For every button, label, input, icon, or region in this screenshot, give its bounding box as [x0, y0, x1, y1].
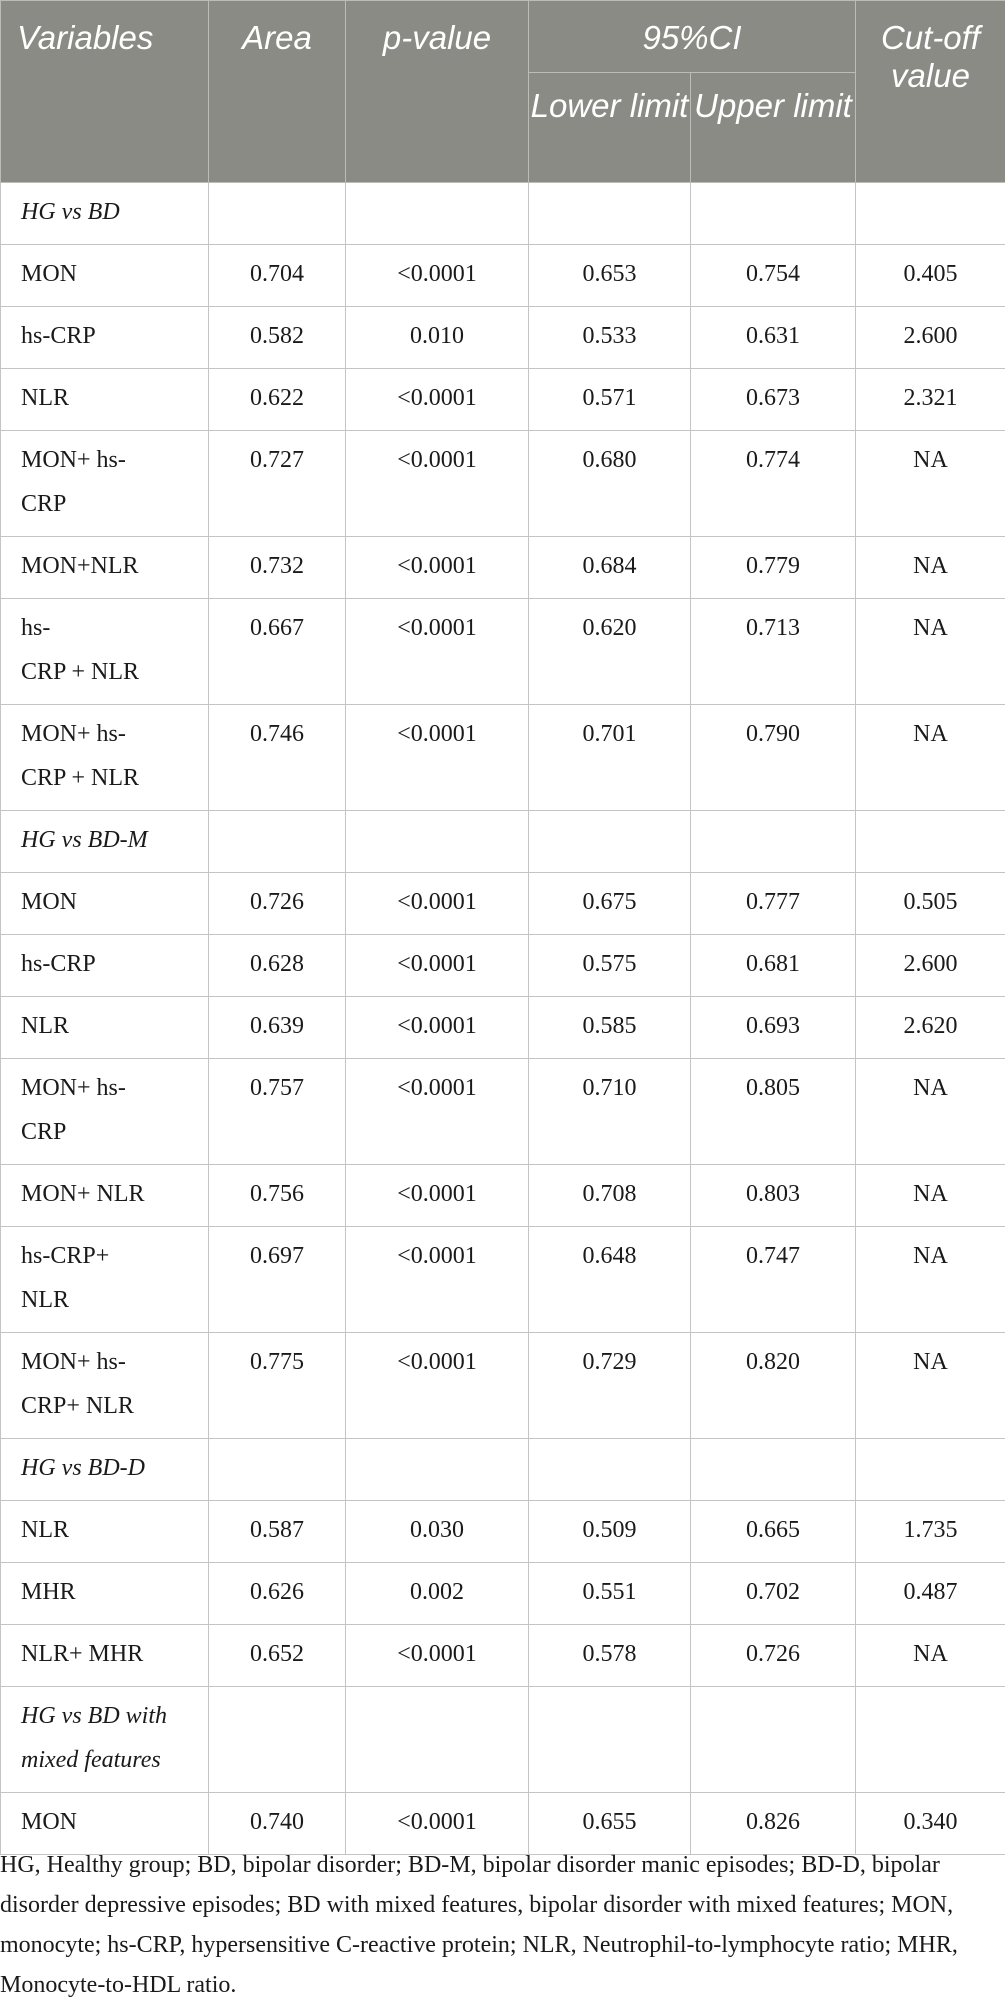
cutoff-cell: NA — [856, 1333, 1005, 1439]
variable-cell — [1, 1501, 209, 1563]
variable-cell — [1, 1227, 209, 1333]
table-row — [1, 245, 1005, 307]
header-95ci: 95%CI — [529, 1, 856, 73]
lower-limit-cell: 0.585 — [529, 997, 691, 1059]
upper-limit-cell: 0.747 — [691, 1227, 856, 1333]
area-cell: 0.726 — [209, 873, 346, 935]
upper-limit-cell: 0.631 — [691, 307, 856, 369]
p-value-cell: <0.0001 — [346, 1793, 529, 1855]
upper-limit-cell: 0.702 — [691, 1563, 856, 1625]
section-title: HG vs BD-M — [1, 811, 209, 873]
header-lower-limit: Lower limit — [529, 73, 691, 183]
header-area: Area — [209, 1, 346, 183]
area-cell: 0.667 — [209, 599, 346, 705]
upper-limit-cell: 0.673 — [691, 369, 856, 431]
cutoff-cell: 2.620 — [856, 997, 1005, 1059]
variable-label-line: MHR — [21, 1570, 202, 1614]
variable-label-line: MON+NLR — [21, 544, 202, 588]
p-value-cell: <0.0001 — [346, 431, 529, 537]
table-row — [1, 1227, 1005, 1333]
lower-limit-cell: 0.509 — [529, 1501, 691, 1563]
empty-cell — [529, 811, 691, 873]
variable-cell — [1, 431, 209, 537]
empty-cell — [856, 811, 1005, 873]
p-value-cell: <0.0001 — [346, 1227, 529, 1333]
variable-cell — [1, 537, 209, 599]
area-cell: 0.697 — [209, 1227, 346, 1333]
header-variables: Variables — [1, 1, 209, 183]
upper-limit-cell: 0.826 — [691, 1793, 856, 1855]
variable-cell — [1, 1563, 209, 1625]
upper-limit-cell: 0.693 — [691, 997, 856, 1059]
area-cell: 0.628 — [209, 935, 346, 997]
variable-cell — [1, 307, 209, 369]
area-cell: 0.756 — [209, 1165, 346, 1227]
area-cell: 0.732 — [209, 537, 346, 599]
empty-cell — [209, 1439, 346, 1501]
cutoff-cell: 1.735 — [856, 1501, 1005, 1563]
p-value-cell: <0.0001 — [346, 873, 529, 935]
cutoff-cell: NA — [856, 537, 1005, 599]
area-cell: 0.704 — [209, 245, 346, 307]
empty-cell — [346, 183, 529, 245]
table-row — [1, 1501, 1005, 1563]
table-row — [1, 307, 1005, 369]
lower-limit-cell: 0.578 — [529, 1625, 691, 1687]
variable-cell — [1, 935, 209, 997]
upper-limit-cell: 0.774 — [691, 431, 856, 537]
variable-label-line: MON — [21, 880, 202, 924]
p-value-cell: <0.0001 — [346, 369, 529, 431]
variable-cell — [1, 1165, 209, 1227]
cutoff-cell: 0.487 — [856, 1563, 1005, 1625]
empty-cell — [529, 183, 691, 245]
upper-limit-cell: 0.779 — [691, 537, 856, 599]
empty-cell — [856, 1439, 1005, 1501]
variable-label-line: NLR — [21, 1004, 202, 1048]
table-row — [1, 1563, 1005, 1625]
variable-label-line: MON — [21, 252, 202, 296]
variable-cell — [1, 369, 209, 431]
area-cell: 0.775 — [209, 1333, 346, 1439]
cutoff-cell: NA — [856, 1165, 1005, 1227]
p-value-cell: <0.0001 — [346, 245, 529, 307]
variable-label-line: hs-CRP+ — [21, 1234, 202, 1278]
p-value-cell: 0.030 — [346, 1501, 529, 1563]
empty-cell — [691, 811, 856, 873]
header-cutoff: Cut-off value — [856, 1, 1005, 183]
lower-limit-cell: 0.575 — [529, 935, 691, 997]
empty-cell — [346, 1687, 529, 1793]
table-row — [1, 705, 1005, 811]
upper-limit-cell: 0.805 — [691, 1059, 856, 1165]
cutoff-cell: NA — [856, 705, 1005, 811]
variable-cell — [1, 1059, 209, 1165]
variable-label-line: NLR+ MHR — [21, 1632, 202, 1676]
p-value-cell: <0.0001 — [346, 1625, 529, 1687]
cutoff-cell: 0.405 — [856, 245, 1005, 307]
table-row — [1, 873, 1005, 935]
variable-cell — [1, 705, 209, 811]
lower-limit-cell: 0.648 — [529, 1227, 691, 1333]
empty-cell — [529, 1687, 691, 1793]
cutoff-cell: 2.600 — [856, 935, 1005, 997]
area-cell: 0.652 — [209, 1625, 346, 1687]
upper-limit-cell: 0.790 — [691, 705, 856, 811]
area-cell: 0.622 — [209, 369, 346, 431]
section-header-row — [1, 1439, 1005, 1501]
table-body — [1, 183, 1005, 1855]
cutoff-cell: 0.505 — [856, 873, 1005, 935]
variable-label-line: CRP + NLR — [21, 756, 202, 800]
variable-cell — [1, 1333, 209, 1439]
area-cell: 0.727 — [209, 431, 346, 537]
lower-limit-cell: 0.729 — [529, 1333, 691, 1439]
empty-cell — [691, 1687, 856, 1793]
empty-cell — [209, 1687, 346, 1793]
empty-cell — [856, 183, 1005, 245]
p-value-cell: <0.0001 — [346, 1059, 529, 1165]
lower-limit-cell: 0.701 — [529, 705, 691, 811]
variable-label-line: MON+ hs- — [21, 1340, 202, 1384]
table-row — [1, 431, 1005, 537]
variable-label-line: MON+ NLR — [21, 1172, 202, 1216]
table-row — [1, 935, 1005, 997]
p-value-cell: <0.0001 — [346, 1333, 529, 1439]
variable-label-line: MON — [21, 1800, 202, 1844]
variable-label-line: CRP + NLR — [21, 650, 202, 694]
variable-label-line: NLR — [21, 1508, 202, 1552]
lower-limit-cell: 0.620 — [529, 599, 691, 705]
cutoff-cell: NA — [856, 599, 1005, 705]
p-value-cell: <0.0001 — [346, 935, 529, 997]
lower-limit-cell: 0.533 — [529, 307, 691, 369]
header-p-value: p-value — [346, 1, 529, 183]
variable-cell — [1, 1625, 209, 1687]
cutoff-cell: 2.600 — [856, 307, 1005, 369]
table-row — [1, 1165, 1005, 1227]
variable-label-line: CRP — [21, 1110, 202, 1154]
table-row — [1, 1333, 1005, 1439]
variable-cell — [1, 873, 209, 935]
variable-label-line: hs- — [21, 606, 202, 650]
section-header-row — [1, 811, 1005, 873]
area-cell: 0.582 — [209, 307, 346, 369]
variable-cell — [1, 997, 209, 1059]
variable-cell — [1, 599, 209, 705]
cutoff-cell: NA — [856, 1227, 1005, 1333]
upper-limit-cell: 0.726 — [691, 1625, 856, 1687]
variable-cell — [1, 245, 209, 307]
lower-limit-cell: 0.675 — [529, 873, 691, 935]
upper-limit-cell: 0.665 — [691, 1501, 856, 1563]
section-title: HG vs BD with mixed features — [1, 1687, 209, 1793]
p-value-cell: <0.0001 — [346, 997, 529, 1059]
variable-label-line: hs-CRP — [21, 942, 202, 986]
section-title: HG vs BD — [1, 183, 209, 245]
cutoff-cell: NA — [856, 431, 1005, 537]
variable-label-line: MON+ hs- — [21, 438, 202, 482]
lower-limit-cell: 0.684 — [529, 537, 691, 599]
table-row — [1, 997, 1005, 1059]
cutoff-cell: 0.340 — [856, 1793, 1005, 1855]
table-row — [1, 369, 1005, 431]
upper-limit-cell: 0.803 — [691, 1165, 856, 1227]
p-value-cell: <0.0001 — [346, 537, 529, 599]
p-value-cell: 0.002 — [346, 1563, 529, 1625]
lower-limit-cell: 0.708 — [529, 1165, 691, 1227]
lower-limit-cell: 0.571 — [529, 369, 691, 431]
section-header-row — [1, 1687, 1005, 1793]
cutoff-cell: NA — [856, 1625, 1005, 1687]
table-footnote: HG, Healthy group; BD, bipolar disorder; BD-M, bipolar disorder manic episodes; BD-D, bipolar disorder depressive episodes; BD with mixed features, bipolar disorder with mixed features; MON, monocyte; hs-CRP, hypersensitive C-reactive protein; NLR, Neutrophil-to-lymphocyte ratio; MHR, Monocyte-to-HDL ratio. — [0, 1845, 990, 2005]
table-row — [1, 1625, 1005, 1687]
section-header-row — [1, 183, 1005, 245]
area-cell: 0.757 — [209, 1059, 346, 1165]
area-cell: 0.740 — [209, 1793, 346, 1855]
upper-limit-cell: 0.820 — [691, 1333, 856, 1439]
upper-limit-cell: 0.681 — [691, 935, 856, 997]
area-cell: 0.639 — [209, 997, 346, 1059]
lower-limit-cell: 0.655 — [529, 1793, 691, 1855]
cutoff-cell: NA — [856, 1059, 1005, 1165]
variable-label-line: NLR — [21, 1278, 202, 1322]
p-value-cell: <0.0001 — [346, 599, 529, 705]
table-row — [1, 1059, 1005, 1165]
empty-cell — [209, 811, 346, 873]
variable-label-line: MON+ hs- — [21, 712, 202, 756]
p-value-cell: 0.010 — [346, 307, 529, 369]
variable-label-line: CRP+ NLR — [21, 1384, 202, 1428]
empty-cell — [209, 183, 346, 245]
upper-limit-cell: 0.754 — [691, 245, 856, 307]
empty-cell — [346, 811, 529, 873]
variable-label-line: hs-CRP — [21, 314, 202, 358]
empty-cell — [856, 1687, 1005, 1793]
area-cell: 0.626 — [209, 1563, 346, 1625]
upper-limit-cell: 0.777 — [691, 873, 856, 935]
area-cell: 0.746 — [209, 705, 346, 811]
variable-label-line: NLR — [21, 376, 202, 420]
lower-limit-cell: 0.680 — [529, 431, 691, 537]
p-value-cell: <0.0001 — [346, 705, 529, 811]
empty-cell — [691, 183, 856, 245]
variable-label-line: MON+ hs- — [21, 1066, 202, 1110]
empty-cell — [529, 1439, 691, 1501]
lower-limit-cell: 0.653 — [529, 245, 691, 307]
lower-limit-cell: 0.551 — [529, 1563, 691, 1625]
header-upper-limit: Upper limit — [691, 73, 856, 183]
empty-cell — [691, 1439, 856, 1501]
variable-label-line: CRP — [21, 482, 202, 526]
upper-limit-cell: 0.713 — [691, 599, 856, 705]
cutoff-cell: 2.321 — [856, 369, 1005, 431]
section-title: HG vs BD-D — [1, 1439, 209, 1501]
p-value-cell: <0.0001 — [346, 1165, 529, 1227]
table-row — [1, 537, 1005, 599]
table-header — [1, 1, 1005, 183]
table-row — [1, 599, 1005, 705]
area-cell: 0.587 — [209, 1501, 346, 1563]
lower-limit-cell: 0.710 — [529, 1059, 691, 1165]
empty-cell — [346, 1439, 529, 1501]
